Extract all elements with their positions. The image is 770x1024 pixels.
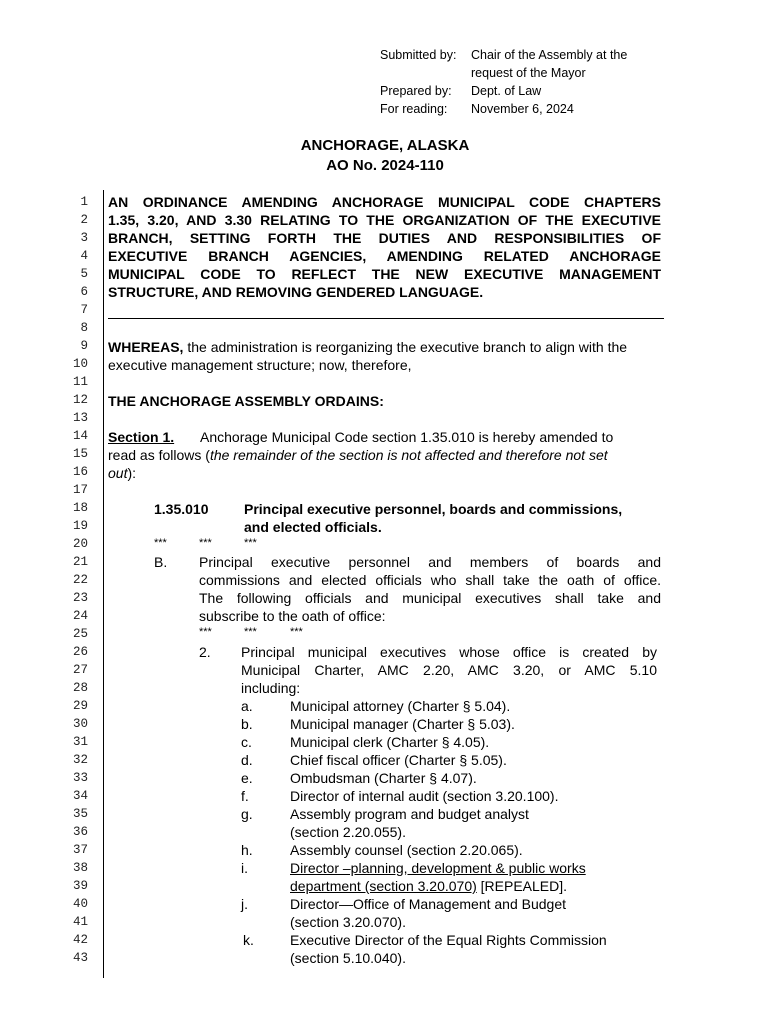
item-2-line: including: <box>241 680 301 696</box>
list-item-letter: h. <box>241 842 253 858</box>
line-number: 20 <box>72 537 88 551</box>
list-item-letter: f. <box>241 788 249 804</box>
line-number: 22 <box>72 573 88 587</box>
line-number: 27 <box>72 663 88 677</box>
line-number: 43 <box>72 951 88 965</box>
ordinance-title-line: BRANCH, SETTING FORTH THE DUTIES AND RESPONSIBILITIES OF <box>108 230 661 246</box>
prepared-by-label: Prepared by: <box>380 84 452 98</box>
line-number: 24 <box>72 609 88 623</box>
line-number: 5 <box>80 267 88 281</box>
subsection-b-line: subscribe to the oath of office: <box>199 608 386 624</box>
line-number: 36 <box>72 825 88 839</box>
list-item-text-cont: (section 5.10.040). <box>290 950 406 966</box>
whereas-label: WHEREAS, <box>108 339 184 355</box>
line-number: 7 <box>80 303 88 317</box>
omission-stars: *** <box>154 537 167 549</box>
line-number: 42 <box>72 933 88 947</box>
list-item-text: Ombudsman (Charter § 4.07). <box>290 770 477 786</box>
list-item-letter: a. <box>241 698 253 714</box>
list-item-text: Chief fiscal officer (Charter § 5.05). <box>290 752 507 768</box>
line-number: 38 <box>72 861 88 875</box>
line-number: 37 <box>72 843 88 857</box>
section-1-heading: Section 1. <box>108 429 175 445</box>
list-item-letter: j. <box>241 896 248 912</box>
line-number: 18 <box>72 501 88 515</box>
line-number: 1 <box>80 195 88 209</box>
section-1-label <box>108 428 174 446</box>
list-item-text: Director—Office of Management and Budget <box>290 896 567 912</box>
line-number: 12 <box>72 393 88 407</box>
list-item-text-cont <box>290 877 567 895</box>
line-number: 29 <box>72 699 88 713</box>
ordinance-title-line: STRUCTURE, AND REMOVING GENDERED LANGUAGE. <box>108 284 484 300</box>
line-number: 17 <box>72 483 88 497</box>
line-number: 9 <box>80 339 88 353</box>
section-1-text: Anchorage Municipal Code section 1.35.010 is hereby amended to <box>200 429 614 445</box>
list-item-letter: e. <box>241 770 253 786</box>
subsection-b-line: Principal executive personnel and members of boards and <box>199 554 661 570</box>
line-number: 41 <box>72 915 88 929</box>
document-title-city: ANCHORAGE, ALASKA <box>300 137 470 154</box>
line-number: 35 <box>72 807 88 821</box>
omission-stars: *** <box>199 626 212 638</box>
line-number: 19 <box>72 519 88 533</box>
line-number: 23 <box>72 591 88 605</box>
line-number: 13 <box>72 411 88 425</box>
title-divider <box>108 318 664 319</box>
whereas-text: the administration is reorganizing the executive branch to align with the <box>183 339 628 355</box>
line-number: 11 <box>72 375 88 389</box>
ordinance-title-line: MUNICIPAL CODE TO REFLECT THE NEW EXECUTIVE MANAGEMENT <box>108 266 661 282</box>
list-item-letter: c. <box>241 734 252 750</box>
list-item-text: Assembly counsel (section 2.20.065). <box>290 842 523 858</box>
list-item-letter: i. <box>241 860 248 876</box>
list-item-letter: d. <box>241 752 253 768</box>
subsection-b-line: commissions and elected officials who shall take the oath of office. <box>199 572 661 588</box>
prepared-by-value: Dept. of Law <box>471 84 542 98</box>
ordinance-title-line: EXECUTIVE BRANCH AGENCIES, AMENDING RELATED ANCHORAGE <box>108 248 661 264</box>
list-item-text: Municipal attorney (Charter § 5.04). <box>290 698 511 714</box>
line-number: 3 <box>80 231 88 245</box>
code-section-heading: Principal executive personnel, boards and commissions, <box>244 501 623 517</box>
code-section-heading-cont: and elected officials. <box>244 519 382 535</box>
line-number: 10 <box>72 357 88 371</box>
line-number: 21 <box>72 555 88 569</box>
list-item-text: Municipal clerk (Charter § 4.05). <box>290 734 490 750</box>
list-item-text-repealed: Director –planning, development & public works <box>290 860 586 876</box>
line-number-rule <box>103 190 104 978</box>
list-item-text: Director of internal audit (section 3.20.100). <box>290 788 559 804</box>
for-reading-value: November 6, 2024 <box>471 102 574 116</box>
line-number: 39 <box>72 879 88 893</box>
ordinance-title-line: AN ORDINANCE AMENDING ANCHORAGE MUNICIPAL CODE CHAPTERS <box>108 194 661 210</box>
list-item-text-cont: (section 2.20.055). <box>290 824 406 840</box>
submitted-by-value-cont: request of the Mayor <box>471 66 586 80</box>
omission-stars: *** <box>199 537 212 549</box>
code-section-number: 1.35.010 <box>154 501 209 517</box>
line-number: 32 <box>72 753 88 767</box>
line-number: 6 <box>80 285 88 299</box>
line-number: 2 <box>80 213 88 227</box>
repealed-text: department (section 3.20.070) <box>290 878 477 894</box>
line-number: 25 <box>72 627 88 641</box>
line-number: 15 <box>72 447 88 461</box>
ordinance-title-line: 1.35, 3.20, AND 3.30 RELATING TO THE ORGANIZATION OF THE EXECUTIVE <box>108 212 661 228</box>
list-item-letter: k. <box>243 932 254 948</box>
ordains-heading: THE ANCHORAGE ASSEMBLY ORDAINS: <box>108 393 384 409</box>
list-item-text-cont: (section 3.20.070). <box>290 914 406 930</box>
item-2-line: Municipal Charter, AMC 2.20, AMC 3.20, or AMC 5.10 <box>241 662 657 678</box>
line-number: 4 <box>80 249 88 263</box>
list-item-letter: b. <box>241 716 253 732</box>
submitted-by-label: Submitted by: <box>380 48 457 62</box>
for-reading-label: For reading: <box>380 102 448 116</box>
whereas-clause-cont: executive management structure; now, therefore, <box>108 357 412 373</box>
line-number: 40 <box>72 897 88 911</box>
line-number: 30 <box>72 717 88 731</box>
document-title-number: AO No. 2024-110 <box>326 157 444 174</box>
list-item-letter: g. <box>241 806 253 822</box>
whereas-clause <box>108 338 627 356</box>
line-number: 33 <box>72 771 88 785</box>
list-item-text: Executive Director of the Equal Rights Commission <box>290 932 607 948</box>
line-number: 31 <box>72 735 88 749</box>
subsection-b-line: The following officials and municipal executives shall take and <box>199 590 661 606</box>
line-number: 8 <box>80 321 88 335</box>
line-number: 28 <box>72 681 88 695</box>
list-item-text: Municipal manager (Charter § 5.03). <box>290 716 515 732</box>
submitted-by-value: Chair of the Assembly at the <box>471 48 628 62</box>
subsection-b-letter: B. <box>154 554 168 570</box>
section-1-text-end: out): <box>108 465 137 481</box>
omission-stars: *** <box>244 626 257 638</box>
omission-stars: *** <box>290 626 303 638</box>
line-number: 34 <box>72 789 88 803</box>
repealed-marker: [REPEALED]. <box>476 878 568 894</box>
list-item-text: Assembly program and budget analyst <box>290 806 529 822</box>
line-number: 14 <box>72 429 88 443</box>
line-number: 26 <box>72 645 88 659</box>
line-number: 16 <box>72 465 88 479</box>
omission-stars: *** <box>244 537 257 549</box>
section-1-text-cont: read as follows (the remainder of the section is not affected and therefore not set <box>108 447 608 463</box>
item-2-number: 2. <box>199 644 211 660</box>
item-2-line: Principal municipal executives whose office is created by <box>241 644 657 660</box>
